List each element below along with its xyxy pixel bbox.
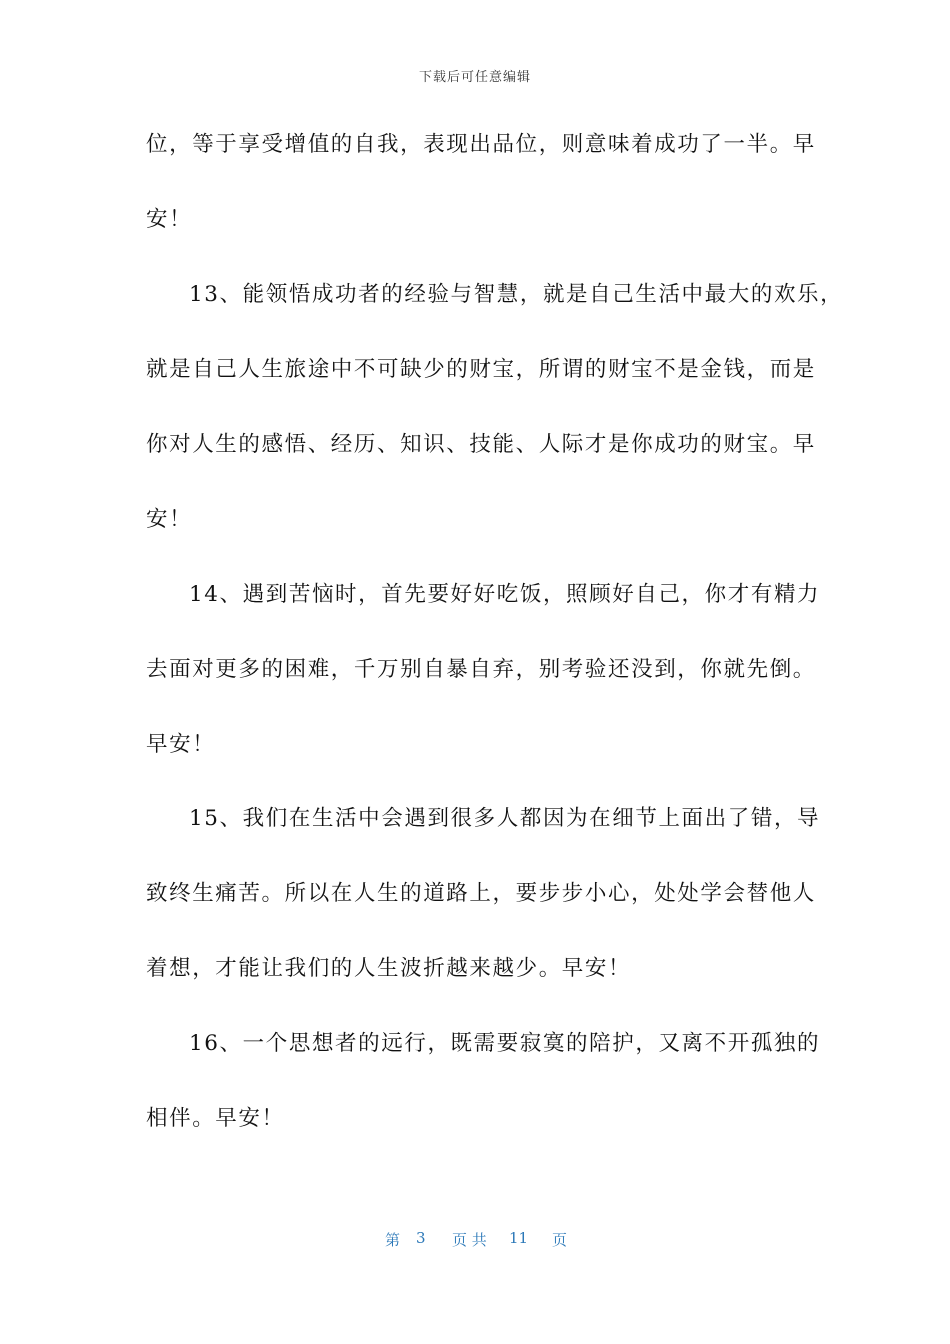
text-line: 你对人生的感悟、经历、知识、技能、人际才是你成功的财宝。早 bbox=[146, 432, 816, 457]
text-line: 着想，才能让我们的人生波折越来越少。早安！ bbox=[146, 956, 632, 981]
footer-ye: 页 bbox=[552, 1231, 568, 1249]
footer-page-number: 3 bbox=[416, 1229, 426, 1247]
paragraph-15-start: 15、我们在生活中会遇到很多人都因为在细节上面出了错，导 bbox=[189, 806, 821, 831]
text-line: 位，等于享受增值的自我，表现出品位，则意味着成功了一半。早 bbox=[146, 132, 816, 157]
footer-di: 第 bbox=[385, 1231, 401, 1249]
text-line: 去面对更多的困难，千万别自暴自弃，别考验还没到，你就先倒。 bbox=[146, 657, 816, 682]
text-line: 就是自己人生旅途中不可缺少的财宝，所谓的财宝不是金钱，而是 bbox=[146, 357, 816, 382]
text-line: 早安！ bbox=[146, 732, 216, 757]
text-line: 致终生痛苦。所以在人生的道路上，要步步小心，处处学会替他人 bbox=[146, 881, 816, 906]
paragraph-13-start: 13、能领悟成功者的经验与智慧，就是自己生活中最大的欢乐， bbox=[189, 282, 844, 307]
text-line: 安！ bbox=[146, 507, 193, 532]
text-line: 相伴。早安！ bbox=[146, 1106, 285, 1131]
footer-total-pages: 11 bbox=[509, 1229, 529, 1247]
text-line: 安！ bbox=[146, 207, 193, 232]
paragraph-16-start: 16、一个思想者的远行，既需要寂寞的陪护，又离不开孤独的 bbox=[189, 1031, 821, 1056]
page-header: 下载后可任意编辑 bbox=[418, 70, 531, 85]
footer-ye-gong: 页 共 bbox=[452, 1231, 487, 1249]
paragraph-14-start: 14、遇到苦恼时，首先要好好吃饭，照顾好自己，你才有精力 bbox=[189, 582, 821, 607]
